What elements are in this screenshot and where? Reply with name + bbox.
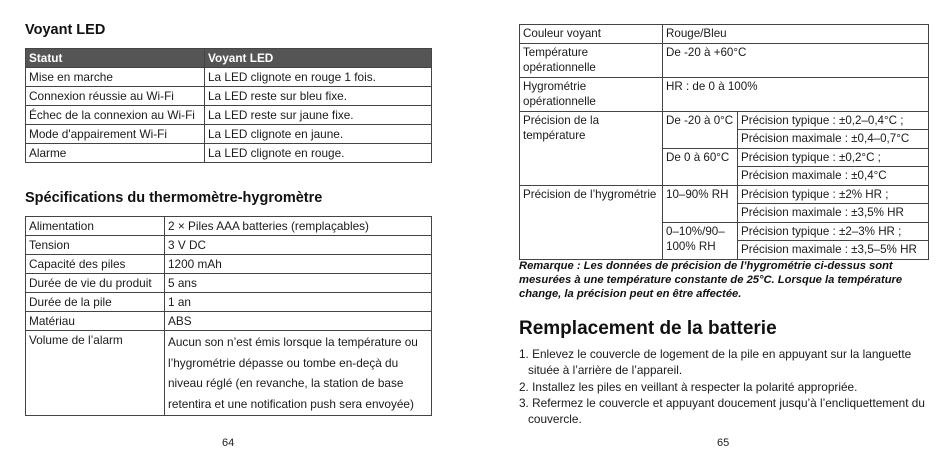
accuracy-spec-table <box>519 24 929 260</box>
spec-label: Durée de la pile <box>26 293 165 312</box>
battery-steps-list <box>519 346 939 427</box>
spec-value: ABS <box>165 312 432 331</box>
range-cell: De 0 à 60°C <box>663 148 738 185</box>
table-row <box>26 293 432 312</box>
spec-value: De -20 à +60°C <box>663 43 929 77</box>
led-behaviour: La LED reste sur jaune fixe. <box>205 106 432 125</box>
page-number: 64 <box>222 437 235 449</box>
spec-label: Température opérationnelle <box>520 43 663 77</box>
header-voyant: Voyant LED <box>205 49 432 68</box>
table-row <box>26 255 432 274</box>
table-row <box>26 144 432 163</box>
led-behaviour: La LED clignote en rouge. <box>205 144 432 163</box>
table-row <box>26 312 432 331</box>
led-behaviour: La LED reste sur bleu fixe. <box>205 87 432 106</box>
accuracy-max: Précision maximale : ±0,4°C <box>738 167 929 186</box>
spec-label: Matériau <box>26 312 165 331</box>
led-status: Alarme <box>26 144 205 163</box>
table-row <box>26 68 432 87</box>
spec-label: Volume de l’alarm <box>26 331 165 416</box>
list-item: 3. Refermez le couvercle et appuyant doucement jusqu’à l’encliquettement du couvercle. <box>519 395 925 427</box>
spec-table <box>25 216 432 416</box>
table-row <box>26 106 432 125</box>
led-behaviour: La LED clignote en jaune. <box>205 125 432 144</box>
table-row <box>520 185 929 204</box>
spec-label: Précision de la température <box>520 111 663 185</box>
spec-label: Capacité des piles <box>26 255 165 274</box>
table-row <box>26 236 432 255</box>
accuracy-typical: Précision typique : ±2% HR ; <box>738 185 929 204</box>
list-item: 2. Installez les piles en veillant à respecter la polarité appropriée. <box>519 379 858 394</box>
table-row <box>520 77 929 111</box>
spec-label: Couleur voyant <box>520 25 663 44</box>
table-row <box>26 274 432 293</box>
spec-value: 5 ans <box>165 274 432 293</box>
spec-label: Alimentation <box>26 217 165 236</box>
spec-value: Aucun son n’est émis lorsque la température ou l’hygrométrie dépasse ou tombe en-deçà du niveau réglé (en revanche, la station de base retentira et une notification push sera envoyée) <box>165 331 432 416</box>
left-page <box>0 0 460 455</box>
led-status: Connexion réussie au Wi-Fi <box>26 87 205 106</box>
header-statut: Statut <box>26 49 205 68</box>
spec-label: Durée de vie du produit <box>26 274 165 293</box>
spec-value: HR : de 0 à 100% <box>663 77 929 111</box>
table-row <box>26 125 432 144</box>
table-row <box>520 43 929 77</box>
led-status: Échec de la connexion au Wi-Fi <box>26 106 205 125</box>
spec-value: 1200 mAh <box>165 255 432 274</box>
table-row <box>26 87 432 106</box>
page-number: 65 <box>717 437 730 449</box>
spec-value: 1 an <box>165 293 432 312</box>
right-page <box>475 0 950 455</box>
accuracy-typical: Précision typique : ±2–3% HR ; <box>738 222 929 241</box>
accuracy-typical: Précision typique : ±0,2°C ; <box>738 148 929 167</box>
spec-section-title: Spécifications du thermomètre-hygromètre <box>25 190 323 206</box>
led-status: Mode d'appairement Wi-Fi <box>26 125 205 144</box>
table-row <box>520 111 929 130</box>
spec-value: 3 V DC <box>165 236 432 255</box>
accuracy-typical: Précision typique : ±0,2–0,4°C ; <box>738 111 929 130</box>
accuracy-max: Précision maximale : ±3,5–5% HR <box>738 241 929 260</box>
range-cell: De -20 à 0°C <box>663 111 738 148</box>
led-table-header <box>26 49 432 68</box>
table-row <box>520 25 929 44</box>
table-row <box>26 217 432 236</box>
led-status: Mise en marche <box>26 68 205 87</box>
spec-label: Précision de l’hygrométrie <box>520 185 663 259</box>
spec-label: Hygrométrie opérationnelle <box>520 77 663 111</box>
accuracy-max: Précision maximale : ±3,5% HR <box>738 204 929 223</box>
spec-value: 2 × Piles AAA batteries (remplaçables) <box>165 217 432 236</box>
led-behaviour: La LED clignote en rouge 1 fois. <box>205 68 432 87</box>
remark-note: Remarque : Les données de précision de l’hygrométrie ci-dessus sont mesurées à une température constante de 25°C. Lorsque la température change, la précision peut en être affectée. <box>519 260 903 300</box>
range-cell: 10–90% RH <box>663 185 738 222</box>
spec-value: Rouge/Bleu <box>663 25 929 44</box>
accuracy-max: Précision maximale : ±0,4–0,7°C <box>738 130 929 149</box>
range-cell: 0–10%/90–100% RH <box>663 222 738 259</box>
battery-section-title: Remplacement de la batterie <box>519 318 777 339</box>
spec-label: Tension <box>26 236 165 255</box>
led-table <box>25 48 432 163</box>
table-row <box>26 331 432 416</box>
led-section-title: Voyant LED <box>25 22 106 38</box>
list-item: 1. Enlevez le couvercle de logement de la pile en appuyant sur la languette située à l’arrière de l’appareil. <box>519 347 912 378</box>
